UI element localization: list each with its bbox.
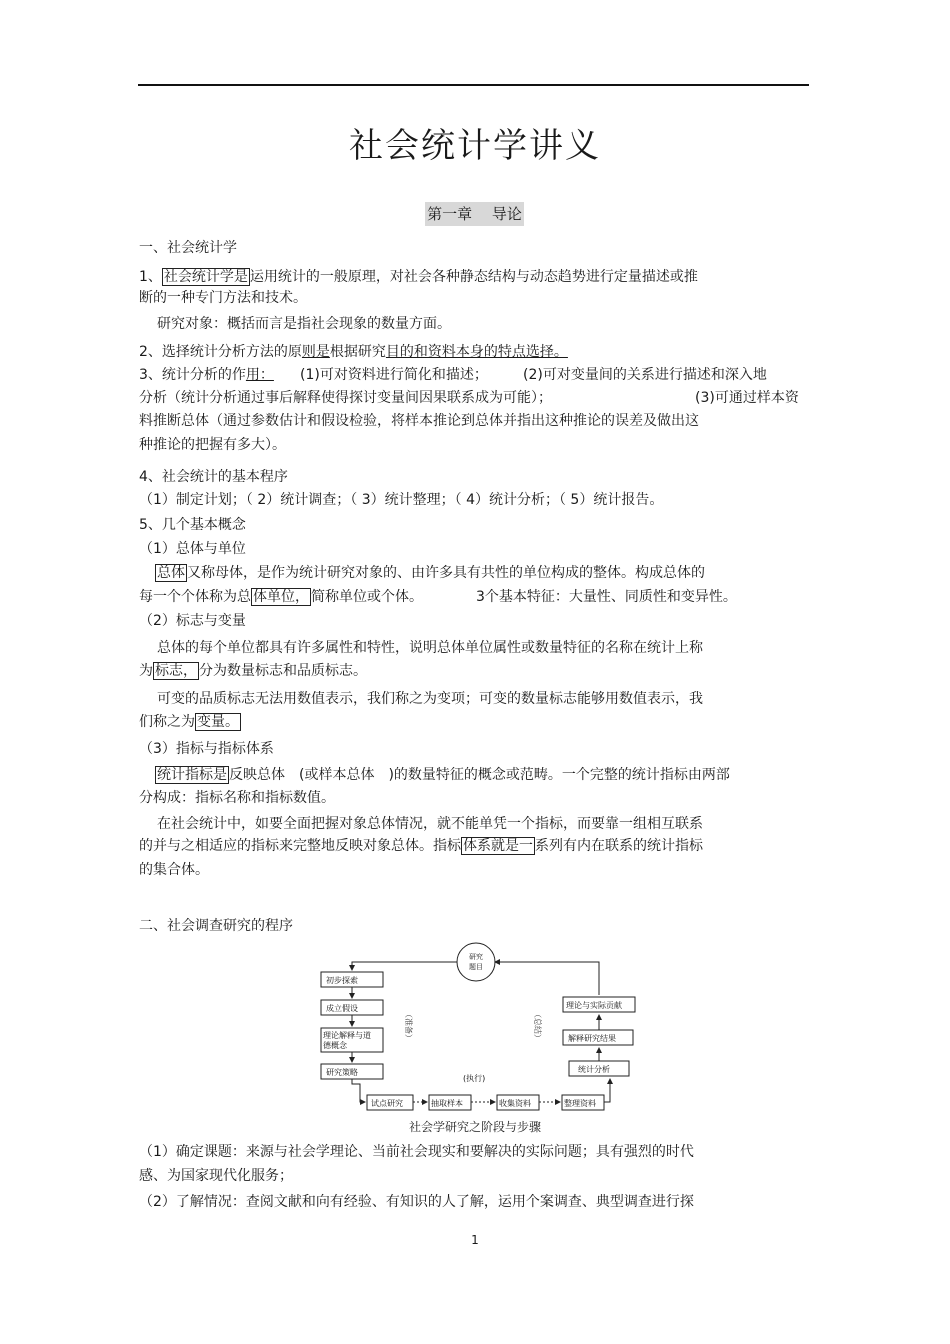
diagram-step-label: 收集资料: [499, 1099, 531, 1108]
concept-1-heading: （1）总体与单位: [139, 541, 246, 557]
section-heading-1: 一、社会统计学: [139, 240, 237, 256]
paragraph-1-line2: 断的一种专门方法和技术。: [139, 290, 307, 306]
concept-3-line5: 的集合体。: [139, 862, 209, 878]
section-heading-2: 二、社会调查研究的程序: [139, 918, 293, 934]
term-box-population: 总体: [157, 565, 185, 581]
concept-3-line2: 分构成：指标名称和指标数值。: [139, 790, 335, 806]
diagram-step-label: 试点研究: [371, 1099, 403, 1108]
diagram-step-label: 初步探索: [326, 976, 358, 985]
paragraph-3-line2-item3: (3)可通过样本资: [695, 390, 799, 406]
diagram-step-label: 整理资料: [564, 1099, 596, 1108]
diagram-step-label: 抽取样本: [431, 1099, 463, 1108]
concept-1-line1: 总体 又称母体，是作为统计研究对象的、由许多具有共性的单位构成的整体。构成总体的: [157, 565, 705, 581]
concept-2-line1: 总体的每个单位都具有许多属性和特性，说明总体单位属性或数量特征的名称在统计上称: [157, 640, 703, 656]
diagram-center-circle: [457, 943, 495, 981]
diagram-step-label: 成立假设: [326, 1004, 358, 1013]
section-2-paragraph-2-line1: （2）了解情况：查阅文献和向有经验、有知识的人了解，运用个案调查、典型调查进行探: [139, 1194, 694, 1210]
paragraph-3-line2: 分析（统计分析通过事后解释使得探讨变量间因果联系成为可能）；: [139, 390, 552, 406]
concept-2-line2: 为 标志， 分为数量标志和品质标志。: [139, 663, 367, 679]
diagram-center-label-2: 题目: [469, 963, 483, 971]
paragraph-3-line1-item1: (1)可对资料进行简化和描述；: [300, 367, 488, 383]
term-box-index-system: 体系就是一: [463, 838, 533, 854]
header-rule: [138, 84, 809, 86]
concept-3-line3: 在社会统计中，如要全面把握对象总体情况，就不能单凭一个指标，而要靠一组相互联系: [157, 816, 703, 832]
term-box-statistical-index: 统计指标是: [157, 767, 227, 783]
page-number: 1: [471, 1233, 479, 1247]
concept-1-features: 3个基本特征：大量性、同质性和变异性。: [476, 589, 737, 605]
section-2-paragraph-1-line2: 感、为国家现代化服务；: [139, 1168, 293, 1184]
concept-3-line4: 的并与之相适应的指标来完整地反映对象总体。指标 体系就是一 系列有内在联系的统计指标: [139, 838, 703, 854]
term-box-indicator: 标志，: [155, 663, 197, 679]
term-box-variable: 变量。: [197, 714, 239, 730]
concept-3-heading: （3）指标与指标体系: [139, 741, 274, 757]
term-box-unit: 体单位，: [253, 589, 309, 605]
chapter-heading: 第一章 导论: [425, 202, 524, 226]
diagram-label-summary: （总结）: [533, 1010, 542, 1042]
diagram-step-label: 解释研究结果: [568, 1034, 616, 1043]
basic-procedure-steps: （1）制定计划；（ 2）统计调查；（ 3）统计整理；（ 4）统计分析；（ 5）统计报告。: [139, 492, 664, 508]
basic-concepts-heading: 5、几个基本概念: [139, 517, 246, 533]
paragraph-3-line1-item2: (2)可对变量间的关系进行描述和深入地: [523, 367, 767, 383]
research-object: 研究对象：概括而言是指社会现象的数量方面。: [157, 316, 451, 332]
paragraph-1-line1: 1、 社会统计学是 运用统计的一般原理，对社会各种静态结构与动态趋势进行定量描述或推: [139, 269, 698, 285]
diagram-label-execute: (执行): [463, 1074, 486, 1083]
concept-3-line1: 统计指标是 反映总体 (或样本总体 )的数量特征的概念或范畴。一个完整的统计指标由两部: [157, 767, 730, 783]
paragraph-3-line1: 3、统计分析的作用：: [139, 367, 274, 383]
concept-2-heading: （2）标志与变量: [139, 613, 246, 629]
diagram-step-label: 统计分析: [578, 1065, 610, 1074]
paragraph-2: 2、选择统计分析方法的原则是根据研究目的和资料本身的特点选择。: [139, 344, 568, 360]
diagram-step-label: 研究策略: [326, 1068, 358, 1077]
basic-procedure-heading: 4、社会统计的基本程序: [139, 469, 288, 485]
concept-2-line4: 们称之为 变量。: [139, 714, 239, 730]
diagram-step-label: 德概念: [323, 1041, 347, 1050]
section-2-paragraph-1-line1: （1）确定课题：来源与社会学理论、当前社会现实和要解决的实际问题；具有强烈的时代: [139, 1144, 694, 1160]
diagram-center-label-1: 研究: [469, 953, 483, 961]
diagram-step-label: 理论与实际贡献: [566, 1001, 622, 1010]
research-process-diagram: [310, 940, 640, 1115]
diagram-step-label: 理论解释与道: [323, 1031, 371, 1040]
page-title: 社会统计学讲义: [349, 126, 601, 166]
paragraph-3-line4: 种推论的把握有多大）。: [139, 437, 286, 453]
paragraph-3-line3: 料推断总体（通过参数估计和假设检验，将样本推论到总体并指出这种推论的误差及做出这: [139, 413, 699, 429]
concept-2-line3: 可变的品质标志无法用数值表示，我们称之为变项；可变的数量标志能够用数值表示，我: [157, 691, 703, 707]
concept-1-line2: 每一个个体称为总 体单位， 简称单位或个体。: [139, 589, 423, 605]
diagram-caption: 社会学研究之阶段与步骤: [408, 1120, 541, 1134]
diagram-label-prepare: （准备）: [404, 1010, 413, 1042]
term-box-social-statistics: 社会统计学是: [163, 269, 248, 285]
